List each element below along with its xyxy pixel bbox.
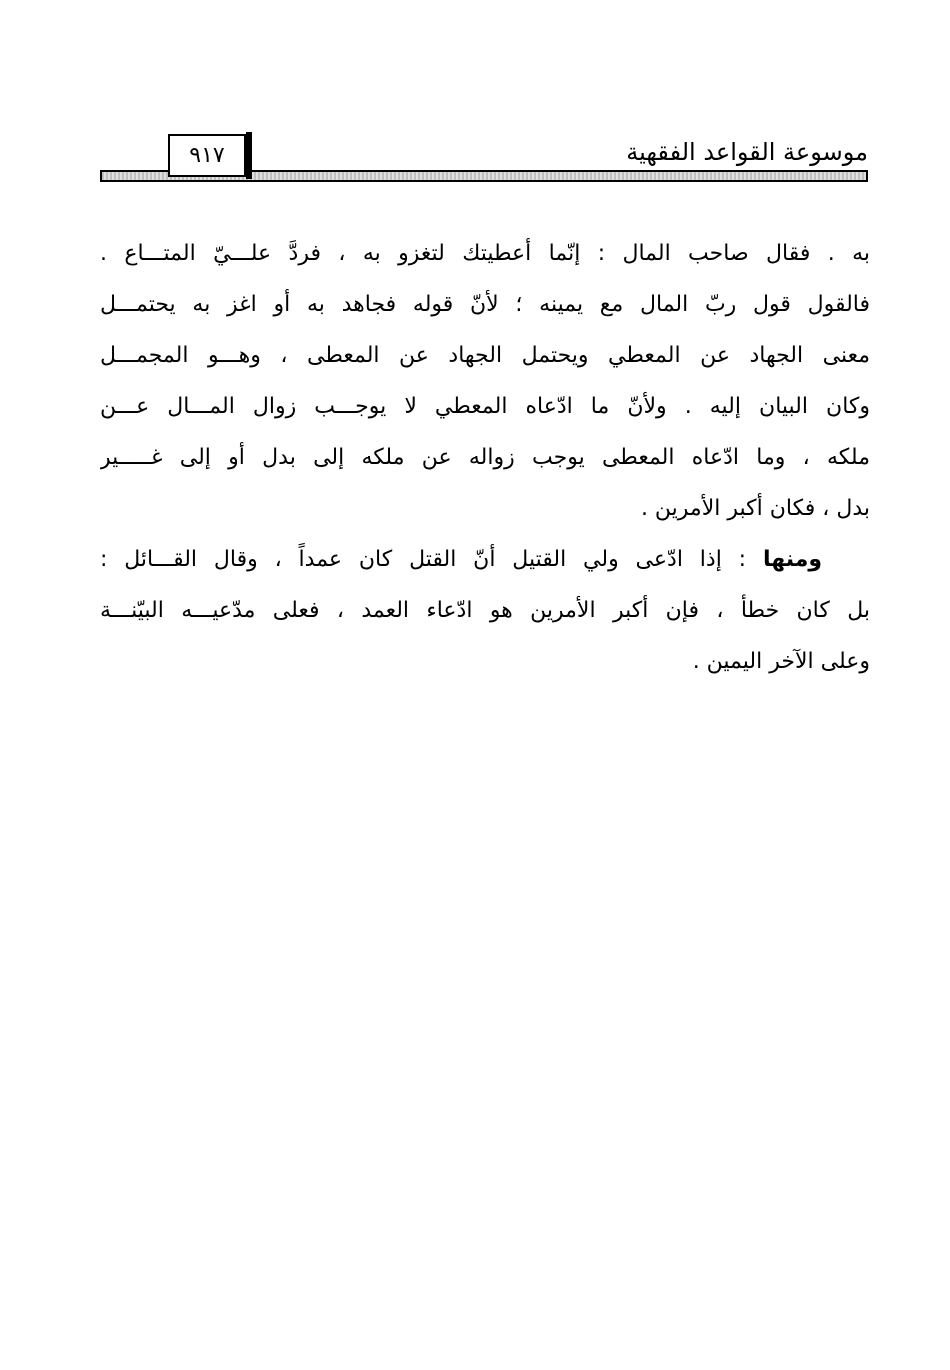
text-line: بل كان خطأ ، فإن أكبر الأمرين هو ادّعاء العمد ، فعلى مدّعيـــه البيّنـــة	[100, 598, 870, 623]
page-number: ٩١٧	[168, 134, 246, 177]
page-number-box-shadow	[246, 132, 252, 179]
text-line: وعلى الآخر اليمين .	[692, 649, 870, 674]
text-line: وكان البيان إليه . ولأنّ ما ادّعاه المعطي لا يوجـــب زوال المـــال عـــن	[100, 394, 870, 419]
paragraph-lead-word: ومنها	[762, 547, 822, 572]
page-header	[100, 128, 868, 184]
text-line: معنى الجهاد عن المعطي ويحتمل الجهاد عن المعطى ، وهـــو المجمـــل	[100, 343, 870, 368]
text-line: بدل ، فكان أكبر الأمرين .	[640, 496, 870, 521]
body-text	[100, 228, 870, 687]
text-line: به . فقال صاحب المال : إنّما أعطيتك لتغزو به ، فردَّ علـــيّ المتـــاع .	[100, 241, 870, 266]
text-line: فالقول قول ربّ المال مع يمينه ؛ لأنّ قوله فجاهد به أو اغز به يحتمـــل	[100, 292, 870, 317]
paragraph-first-line-text: : إذا ادّعى ولي القتيل أنّ القتل كان عمداً ، وقال القـــائل :	[100, 547, 763, 572]
paragraph-first-line	[100, 534, 870, 585]
text-line: ملكه ، وما ادّعاه المعطى يوجب زواله عن ملكه إلى بدل أو إلى غـــــير	[100, 445, 870, 470]
book-title: موسوعة القواعد الفقهية	[626, 138, 868, 166]
